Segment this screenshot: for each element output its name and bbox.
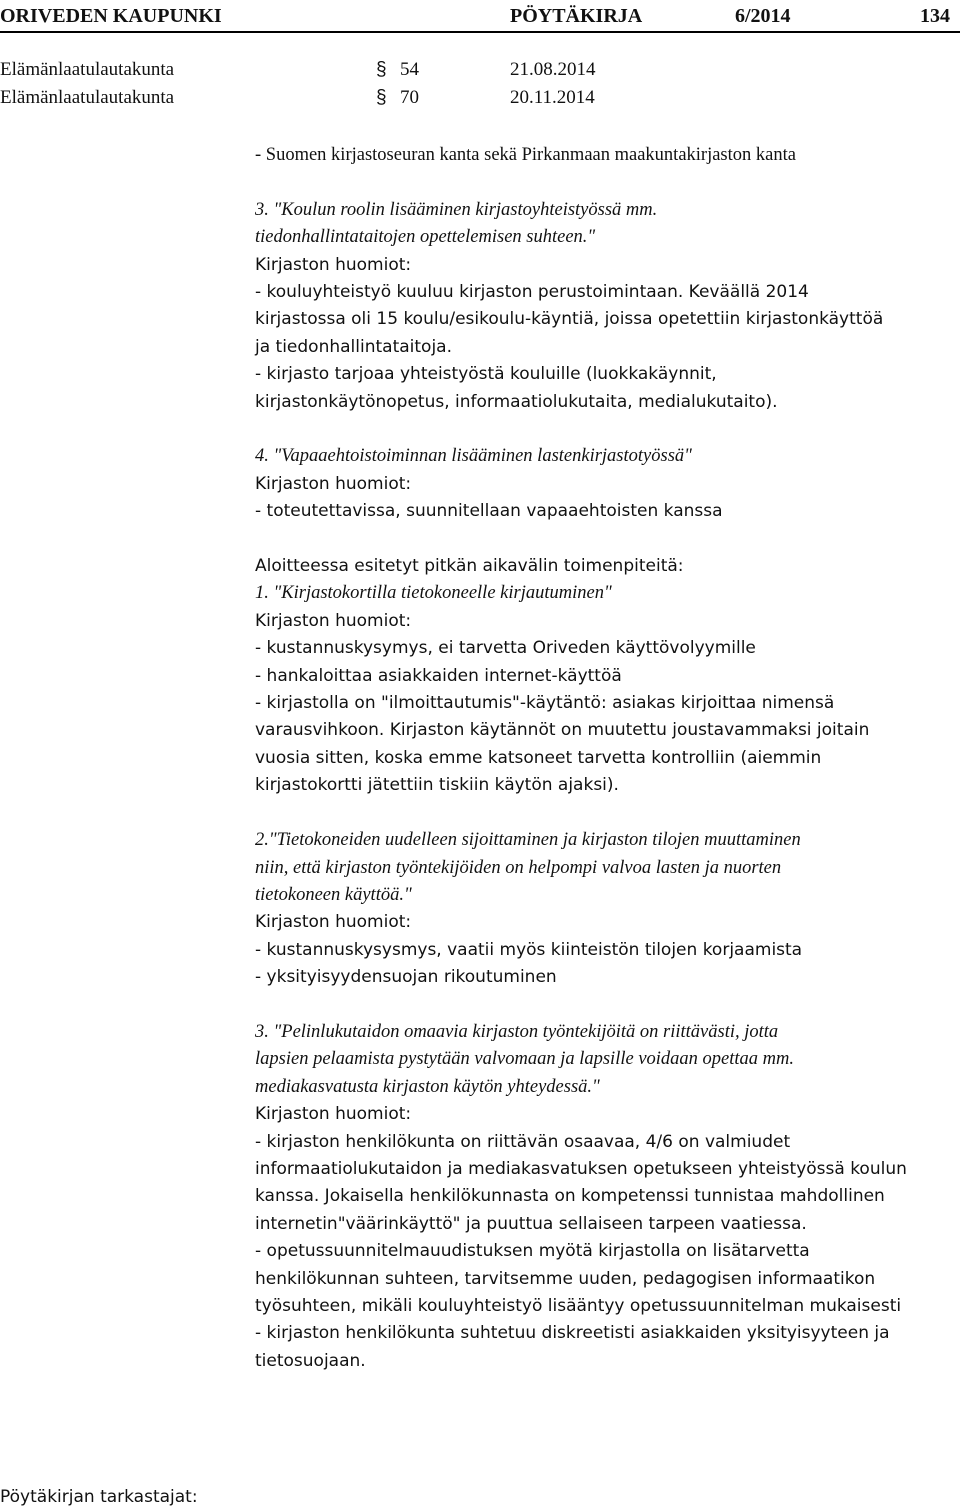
footer-reviewers-label: Pöytäkirjan tarkastajat: xyxy=(0,1487,198,1507)
notes-label: Kirjaston huomiot: xyxy=(255,912,412,933)
item-title: 1. "Kirjastokortilla tietokoneelle kirjautuminen" xyxy=(255,583,612,604)
body-line: - opetussuunnitelmauudistuksen myötä kirjastolla on lisätarvetta xyxy=(255,1241,810,1262)
body-line: - kirjaston henkilökunta suhtetuu diskreetisti asiakkaiden yksityisyyteen ja xyxy=(255,1323,890,1344)
body-line: kirjastokortti jätettiin tiskiin käytön ajaksi). xyxy=(255,775,619,796)
body-line: - kustannuskysymys, ei tarvetta Oriveden käyttövolyymille xyxy=(255,638,756,659)
committee-name: Elämänlaatulautakunta xyxy=(0,59,175,80)
body-line: - kirjaston henkilökunta on riittävän osaavaa, 4/6 on valmiudet xyxy=(255,1131,791,1152)
organization-name: ORIVEDEN KAUPUNKI xyxy=(0,5,222,27)
body-line: vuosia sitten, koska emme katsoneet tarvetta kontrolliin (aiemmin xyxy=(255,747,822,768)
body-line: - yksityisyydensuojan rikoutuminen xyxy=(255,967,557,988)
section-symbol-icon: § xyxy=(376,59,387,80)
body-line: varausvihkoon. Kirjaston käytännöt on muutettu joustavammaksi joitain xyxy=(255,720,870,741)
section-symbol-icon: § xyxy=(376,87,387,108)
body-line: ja tiedonhallintataitoja. xyxy=(255,336,452,357)
body-line: kirjastonkäytönopetus, informaatiolukutaita, medialukutaito). xyxy=(255,391,778,412)
document-body xyxy=(255,142,960,1375)
body-line: internetin"väärinkäyttö" ja puuttua sellaiseen tarpeen vaatiessa. xyxy=(255,1213,807,1234)
meeting-date: 20.11.2014 xyxy=(510,87,595,108)
page-header xyxy=(0,2,960,30)
body-line: - kirjasto tarjoaa yhteistyöstä kouluille (luokkakäynnit, xyxy=(255,364,717,385)
body-line: - hankaloittaa asiakkaiden internet-käyttöä xyxy=(255,665,622,686)
body-line: tietosuojaan. xyxy=(255,1350,366,1371)
document-type: PÖYTÄKIRJA xyxy=(510,5,643,27)
item-title: tietokoneen käyttöä." xyxy=(255,884,412,905)
body-line: informaatiolukutaidon ja mediakasvatuksen opetukseen yhteistyössä koulun xyxy=(255,1158,907,1179)
item-title: niin, että kirjaston työntekijöiden on helpompi valvoa lasten ja nuorten xyxy=(255,857,782,878)
notes-label: Kirjaston huomiot: xyxy=(255,254,412,275)
meeting-row-1 xyxy=(0,57,960,83)
item-title: 4. "Vapaaehtoistoiminnan lisääminen lastenkirjastotyössä" xyxy=(255,446,692,467)
body-line: - kirjastolla on "ilmoittautumis"-käytäntö: asiakas kirjoittaa nimensä xyxy=(255,693,835,714)
committee-name: Elämänlaatulautakunta xyxy=(0,87,175,108)
item-title: 3. "Koulun roolin lisääminen kirjastoyhteistyössä mm. xyxy=(255,199,658,220)
body-line: kanssa. Jokaisella henkilökunnasta on kompetenssi tunnistaa mahdollinen xyxy=(255,1186,885,1207)
item-title: lapsien pelaamista pystytään valvomaan ja lapsille voidaan opettaa mm. xyxy=(255,1049,795,1070)
notes-label: Kirjaston huomiot: xyxy=(255,473,412,494)
item-title: tiedonhallintataitojen opettelemisen suhteen." xyxy=(255,227,596,248)
issue-number: 6/2014 xyxy=(735,5,791,27)
body-line: kirjastossa oli 15 koulu/esikoulu-käyntiä, joissa opetettiin kirjastonkäyttöä xyxy=(255,309,884,330)
paragraph-number: 70 xyxy=(400,87,419,108)
body-line: - toteutettavissa, suunnitellaan vapaaehtoisten kanssa xyxy=(255,501,723,522)
paragraph-number: 54 xyxy=(400,59,419,80)
item-title: mediakasvatusta kirjaston käytön yhteydessä." xyxy=(255,1076,600,1097)
meeting-date: 21.08.2014 xyxy=(510,59,596,80)
notes-label: Kirjaston huomiot: xyxy=(255,1104,412,1125)
page-number: 134 xyxy=(920,5,950,27)
body-line: henkilökunnan suhteen, tarvitsemme uuden, pedagogisen informaatikon xyxy=(255,1268,876,1289)
item-title: 3. "Pelinlukutaidon omaavia kirjaston työntekijöitä on riittävästi, jotta xyxy=(255,1021,779,1042)
body-line: - kouluyhteistyö kuuluu kirjaston perustoimintaan. Keväällä 2014 xyxy=(255,282,809,303)
header-divider xyxy=(0,31,960,33)
notes-label: Kirjaston huomiot: xyxy=(255,610,412,631)
item-title: 2."Tietokoneiden uudelleen sijoittaminen ja kirjaston tilojen muuttaminen xyxy=(255,830,801,851)
section-heading: Aloitteessa esitetyt pitkän aikavälin toimenpiteitä: xyxy=(255,556,684,577)
body-line: työsuhteen, mikäli kouluyhteistyö lisääntyy opetussuunnitelman mukaisesti xyxy=(255,1295,902,1316)
body-line: - kustannuskysysmys, vaatii myös kiinteistön tilojen korjaamista xyxy=(255,939,803,960)
meeting-row-2 xyxy=(0,85,960,111)
body-line: - Suomen kirjastoseuran kanta sekä Pirkanmaan maakuntakirjaston kanta xyxy=(255,145,796,165)
